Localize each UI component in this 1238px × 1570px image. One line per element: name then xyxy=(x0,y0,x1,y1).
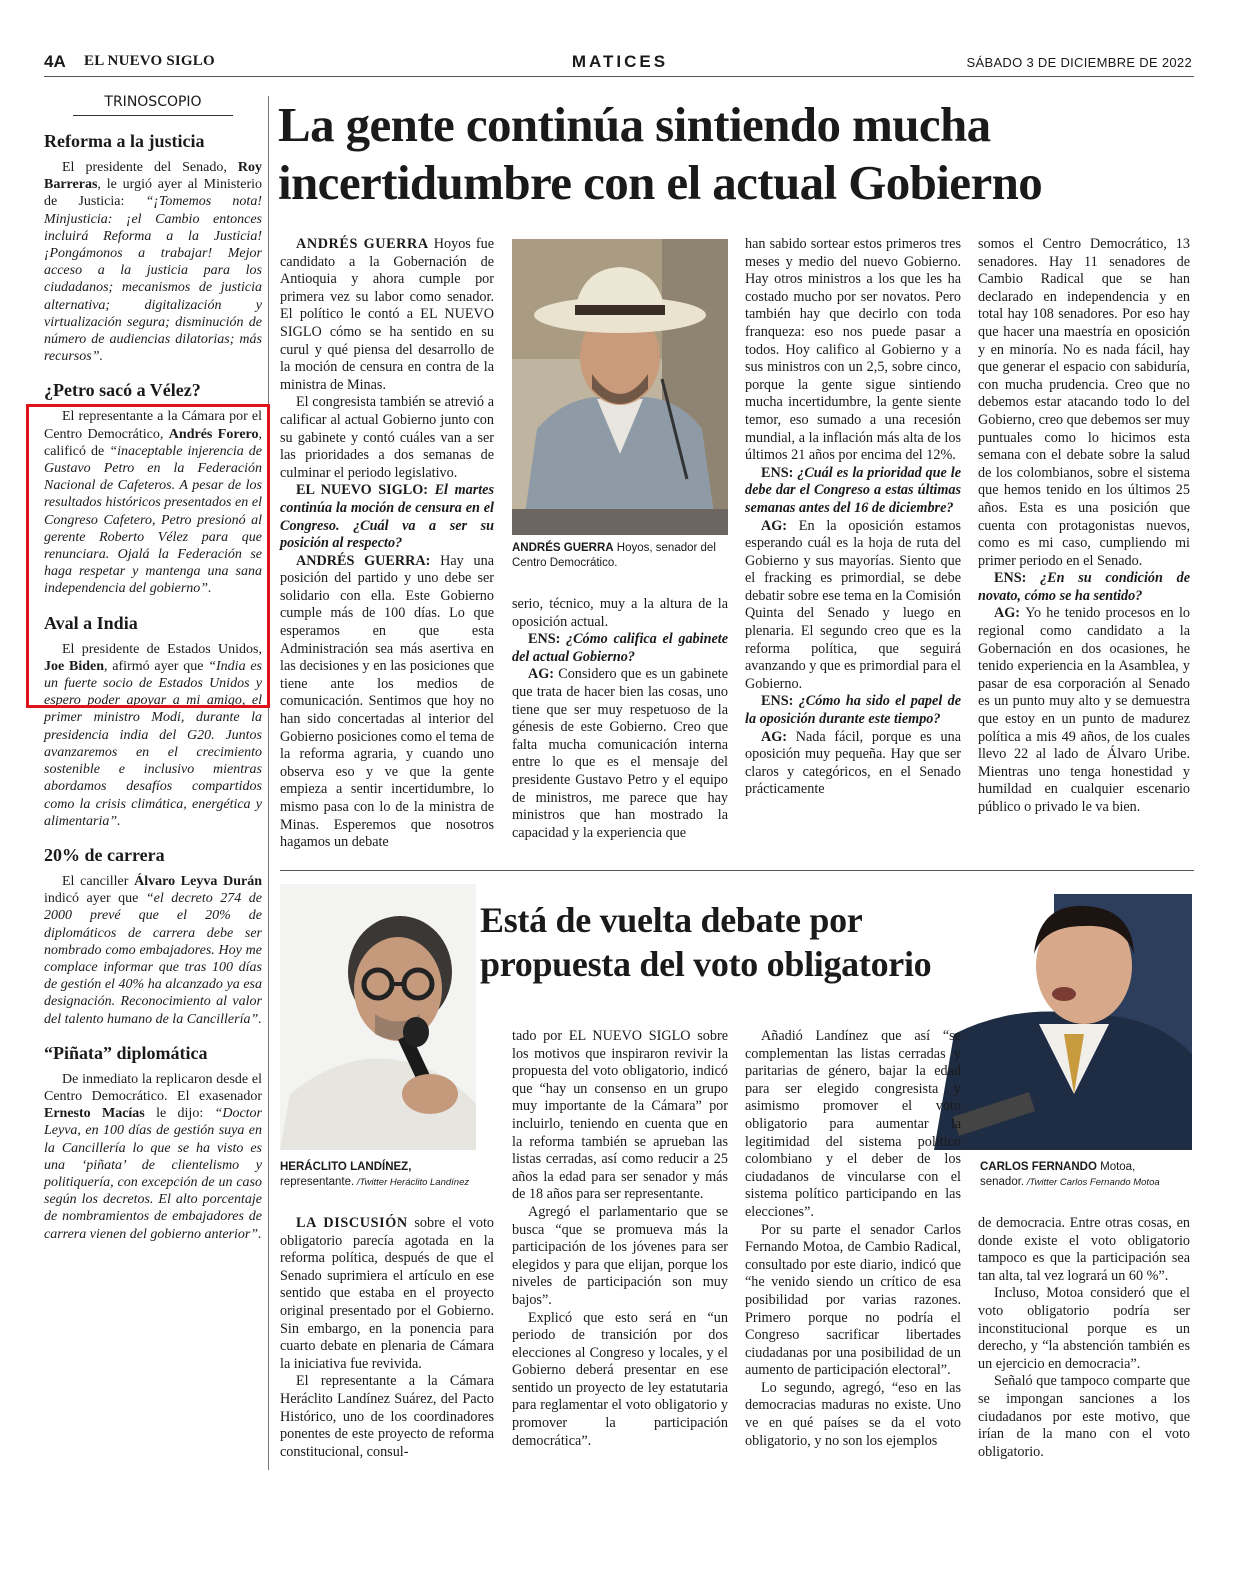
text-run: Incluso, Motoa consideró que el voto obligatorio podría ser inconstitucional porque es un derecho, y “la abstención también es un ejercicio en democracia”. xyxy=(978,1285,1190,1372)
text-run: , afirmó ayer que xyxy=(104,658,209,674)
text-run: Andrés Forero xyxy=(168,426,259,442)
caption-role: senador. xyxy=(980,1176,1025,1188)
paragraph xyxy=(978,1215,1190,1285)
text-run: serio, técnico, muy a la altura de la oposición actual. xyxy=(512,596,728,630)
text-run: LA DISCUSIÓN xyxy=(296,1215,408,1231)
photo-caption-landinez xyxy=(280,1160,500,1190)
paragraph xyxy=(745,236,961,465)
paragraph xyxy=(745,1028,961,1222)
caption-name: CARLOS FERNANDO xyxy=(980,1161,1097,1173)
text-run: “Doctor Leyva, en 100 días de gestión suya en la Cancillería lo que se ha visto es una ‘piñata’ de clientelismo y politiquería, con excepción de un caso según los decretos. El alto porcentaje de nombramientos de embajadores de carrera vienen del gobierno anterior”. xyxy=(44,1106,262,1242)
paragraph xyxy=(745,465,961,518)
paragraph xyxy=(978,605,1190,816)
text-run: El canciller xyxy=(62,873,135,889)
text-run: , le urgió ayer al Ministerio de Justicia: xyxy=(44,177,262,210)
issue-date: SÁBADO 3 DE DICIEMBRE DE 2022 xyxy=(966,55,1192,70)
text-run: Hay una posición del partido y uno debe ser solidario con ella. Este Gobierno cumple más de 100 días. Lo que esperamos en que esta Administración sea más asertiva en las decisiones y en las posiciones que tiene ante los medios de comunicación. Sentimos que hoy no han sido concertadas al interior del Gobierno posiciones como el tema de la reforma agraria, y cuando uno observa eso y ve que la gente empieza a sentir incertidumbre, lo mismo pasa con lo de la ministra de Minas. Esperemos que nosotros hagamos un debate xyxy=(280,552,495,851)
paragraph xyxy=(978,1373,1190,1461)
article2-column-2 xyxy=(512,1028,728,1450)
text-run: le dijo: xyxy=(144,1106,215,1122)
text-run: AG: xyxy=(761,517,799,534)
article1-column-1 xyxy=(280,236,494,852)
text-run: Señaló que tampoco comparte que se impongan sanciones a los ciudadanos por este motivo, que irían de la mano con el voto obligatorio. xyxy=(978,1373,1190,1460)
paragraph xyxy=(978,570,1190,605)
paragraph xyxy=(280,553,494,852)
text-run: El representante a la Cámara Heráclito Landínez Suárez, del Pacto Histórico, uno de los coordinadores ponentes de este proyecto de reforma constitucional, consul- xyxy=(280,1373,494,1460)
text-run: tado por EL NUEVO SIGLO sobre los motivos que inspiraron revivir la propuesta del voto obligatorio, indicó que “hay un consenso en un grupo muy importante de la Cámara” por incluirlo, teniendo en cuenta que en la reforma también se aprueban las listas cerradas, así como reducir a 25 años la edad para ser senador y más de 18 años para ser representante. xyxy=(512,1028,728,1203)
paragraph xyxy=(745,729,961,799)
paragraph xyxy=(512,631,728,666)
column-divider xyxy=(268,96,269,1470)
text-run: Lo segundo, agregó, “eso en las democracias maduras no existe. Uno ve en qué países se da el voto obligatorio, y no son los ejemplos xyxy=(745,1379,961,1449)
text-run: Roy Barreras xyxy=(44,160,262,193)
highlight-box xyxy=(26,404,270,708)
article1-column-2 xyxy=(512,596,728,842)
text-run: Por su parte el senador Carlos Fernando Motoa, de Cambio Radical, consultado por este diario, indicó que “he venido siendo un crítico de esa posibilidad por varias razones. Primero porque no podría el Congreso sacrificar libertades ciudadanas por una posibilidad de un aumento de participación electoral”. xyxy=(745,1221,961,1379)
text-run: Ernesto Macías xyxy=(44,1106,145,1122)
text-run: “India es un fuerte socio de Estados Unidos y espero poder apoyar a mi amigo, el primer ministro Modi, durante la presidencia india del G20. Juntos avanzaremos en el crecimiento sostenible e inclusivo mientras abordamos desafíos compartidos como la crisis climática, energética y alimentaria”. xyxy=(44,658,263,829)
paragraph xyxy=(745,1222,961,1380)
brief-body xyxy=(44,873,262,1028)
carlos-fernando-motoa-photo xyxy=(934,894,1192,1150)
article1-column-3 xyxy=(745,236,961,799)
article1-column-4 xyxy=(978,236,1190,817)
text-run: indicó ayer que xyxy=(44,891,146,907)
paragraph xyxy=(280,394,494,482)
text-run: Considero que es un gabinete que trata de hacer bien las cosas, uno tiene que ser muy respetuoso de la génesis de este Gobierno. Creo que falta mucha comunicación interna entre lo que es el mensaje del presidente Gustavo Petro y el equipo de ministros, me parece que hay ministros que han mostrado la capacidad y la experiencia que xyxy=(512,666,728,841)
text-run: ENS: xyxy=(528,631,566,648)
andres-guerra-photo xyxy=(512,239,728,535)
text-run: ¿Cuál es la prioridad que le debe dar el Congreso a estas últimas semanas antes del 16 de diciembre? xyxy=(745,464,961,516)
paragraph xyxy=(512,1204,728,1310)
text-run: “inaceptable injerencia de Gustavo Petro en la Federación Nacional de Cafeteros. A pesar de los resultados históricos presentados en el Congreso Cafetero, Petro presionó al gerente Roberto Vélez para que renunciara. Ojalá la Federación se haga respetar y mantenga una sana independencia del gobierno”. xyxy=(44,443,262,597)
paragraph xyxy=(745,1380,961,1450)
newspaper-name: EL NUEVO SIGLO xyxy=(84,53,215,69)
paragraph xyxy=(512,1310,728,1451)
paragraph xyxy=(512,666,728,842)
text-run: AG: xyxy=(528,666,559,683)
paragraph xyxy=(280,1373,494,1461)
text-run: ENS: xyxy=(761,464,798,481)
article2-column-3 xyxy=(745,1028,961,1450)
page-number: 4A xyxy=(44,52,66,71)
sidebar-title: TRINOSCOPIO xyxy=(73,88,233,116)
text-run: El representante a la Cámara por el Centro Democrático, xyxy=(44,409,262,442)
text-run: De inmediato la replicaron desde el Centro Democrático. El exasenador xyxy=(44,1071,262,1104)
text-run: EL NUEVO SIGLO: xyxy=(296,482,435,499)
text-run: AG: xyxy=(994,605,1026,622)
photo-caption-motoa xyxy=(980,1160,1192,1190)
text-run: “el decreto 274 de 2000 prevé que el 20% de diplomáticos de carrera debe ser nombrado como embajadores. Hoy me complace informar que tras 100 días de gestión el 40% ha alcanzado ya esa designación. Reconocimiento al valor del talento humano de la Cancillería”. xyxy=(44,891,262,1027)
caption-name: HERÁCLITO LANDÍNEZ, xyxy=(280,1161,412,1173)
text-run: Nada fácil, porque es una oposición muy pequeña. Hay que ser claros y categóricos, en el Senado prácticamente xyxy=(745,728,961,798)
text-run: de democracia. Entre otras cosas, en donde existe el voto obligatorio tampoco es que la participación sea tan alta, tal vez logrará un 60 %”. xyxy=(978,1215,1190,1284)
text-run: Joe Biden xyxy=(44,658,105,674)
caption-role: Hoyos, senador del Centro Democrático. xyxy=(512,542,716,569)
text-run: El congresista también se atrevió a calificar al actual Gobierno junto con su gabinete y contó cuáles van a ser las prioridades a dos semanas de culminar el periodo legislativo. xyxy=(280,394,494,481)
text-run: sobre el voto obligatorio parecía agotada en la reforma política, después de que el Senado suprimiera el artículo en ese sentido que estaba en el proyecto original presentado por el Gobierno. Sin embargo, en la ponencia para cuarto debate en plenaria de Cámara la iniciativa fue revivida. xyxy=(280,1215,495,1372)
text-run: El presidente de Estados Unidos, xyxy=(62,641,262,657)
text-run: ANDRÉS GUERRA xyxy=(296,236,429,252)
caption-surname: Motoa, xyxy=(1096,1161,1136,1173)
text-run: Álvaro Leyva Durán xyxy=(134,873,262,889)
caption-name: ANDRÉS GUERRA xyxy=(512,542,614,554)
paragraph xyxy=(978,1285,1190,1373)
paragraph xyxy=(280,482,494,552)
text-run: Agregó el parlamentario que se busca “que se promueva más la participación de los jóvenes para ser elegidos y para que elijan, porque los niveles de participación son muy bajos”. xyxy=(512,1203,728,1308)
brief-heading: Aval a India xyxy=(44,612,138,633)
text-run: ¿En su condición de novato, cómo se ha sentido? xyxy=(978,570,1190,604)
text-run: Añadió Landínez que así “se complementan las listas cerradas y paritarias de género, bajar la edad para ser elegido congresista y asimismo promover el voto obligatorio para aumentar la legitimidad del sistema político colombiano y el deber de los ciudadanos de vincularse con el sistema político participando en las elecciones”. xyxy=(745,1028,961,1220)
text-run: ¿Cómo califica el gabinete del actual Gobierno? xyxy=(512,631,729,665)
paragraph xyxy=(978,236,1190,570)
text-run: ENS: xyxy=(994,570,1041,587)
brief-heading: 20% de carrera xyxy=(44,844,165,865)
caption-role: representante. xyxy=(280,1176,355,1188)
text-run: En la oposición estamos esperando cuál es la hoja de ruta del Gobierno y sus mayorías. Siento que el fracking es primordial, se debe debatir sobre ese tema en la Comisión Quinta del Senado y luego en plenaria. El segundo creo que es la reforma política, que seguirá avanzando y que es primordial para el Gobierno. xyxy=(745,517,961,692)
header-rule xyxy=(44,76,1194,77)
article2-column-4 xyxy=(978,1215,1190,1461)
text-run: Explicó que esto será en “un periodo de transición por dos elecciones al Congreso y locales, y el Gobierno deberá presentar en ese sentido un proyecto de ley estatutaria para reglamentar el voto obligatorio y promover la participación democrática”. xyxy=(512,1309,728,1449)
article2-column-1 xyxy=(280,1215,494,1461)
brief-heading: Reforma a la justicia xyxy=(44,131,205,151)
paragraph xyxy=(512,1028,728,1204)
paragraph xyxy=(745,518,961,694)
brief-heading: ¿Petro sacó a Vélez? xyxy=(44,380,201,401)
text-run: AG: xyxy=(761,728,796,745)
caption-credit: /Twitter Heráclito Landínez xyxy=(354,1177,470,1188)
text-run: Hoyos fue candidato a la Gobernación de Antioquia y ahora cumple por primera vez su labor como senador. El político le contó a EL NUEVO SIGLO cómo se ha sentido en su curul y qué piensa del desarrollo de la moción de censura en contra de la ministra de Minas. xyxy=(280,236,494,393)
photo-caption-guerra xyxy=(512,541,732,571)
article-divider xyxy=(280,870,1194,871)
paragraph xyxy=(280,236,494,394)
caption-credit: /Twitter Carlos Fernando Motoa xyxy=(1024,1177,1160,1188)
text-run: El presidente del Senado, xyxy=(62,160,238,175)
second-headline: Está de vuelta debate por propuesta del voto obligatorio xyxy=(480,900,932,984)
text-run: somos el Centro Democrático, 13 senadores. Hay 11 senadores de Cambio Radical que se han declarado en independencia y en total hay 108 senadores. Por eso hay que hacer una maestría en oposición y en minoría. No es nada fácil, hay que generar el espacio con sabiduría, con mucha prudencia. Creo que no debemos estar atacando todo lo del Gobierno, creo que debemos ser muy puntuales como lo hicimos esta semana con el debate sobre la salud de los colombianos, sobre el sistema que hemos tenido en los últimos 25 años. Esta es una posición que cuenta con protagonistas nuevos, como es mi caso, cumpliendo mi primer periodo en el Senado. xyxy=(978,236,1190,569)
brief-body xyxy=(44,159,262,365)
paragraph xyxy=(745,693,961,728)
main-headline: La gente continúa sintiendo mucha incertidumbre con el actual Gobierno xyxy=(278,97,1043,210)
text-run: han sabido sortear estos primeros tres meses y medio del nuevo Gobierno. Hay otros ministros a los que les ha costado mucho por ser novatos. Pero también hay que decirlo con toda franqueza: eso nos puede pasar a todos. Hoy califico al Gobierno y a sus ministros con un 2,5, sobre cinco, porque la gente sigue sintiendo mucha incertidumbre, la gente siente temor, eso sumado a una recesión mundial, a la inflación más alta de los últimos 21 años por encima del 12%. xyxy=(745,236,961,464)
text-run: El martes continúa la moción de censura en el Congreso. ¿Cuál va a ser su posición al respecto? xyxy=(280,482,494,552)
paragraph xyxy=(280,1215,494,1373)
paragraph xyxy=(512,596,728,631)
text-run: ANDRÉS GUERRA: xyxy=(296,552,441,569)
brief-heading: “Piñata” diplomática xyxy=(44,1042,208,1063)
text-run: , calificó de xyxy=(44,426,262,459)
heraclito-landinez-photo xyxy=(280,884,476,1150)
text-run: ENS: xyxy=(761,693,799,710)
text-run: Yo he tenido procesos en lo regional como candidato a la Gobernación en dos ocasiones, he tenido experiencia en la Asamblea, y pasar de esa corporación al Senado es un punto muy alto y se demuestra que estoy en un punto de madurez política a mis 49 años, de los cuales llevo 22 al lado de Álvaro Uribe. Mientras uno tenga honestidad y humildad en cualquier escenario público o privado le va bien. xyxy=(978,605,1190,815)
section-name: MATICES xyxy=(571,52,669,71)
text-run: ¿Cómo ha sido el papel de la oposición durante este tiempo? xyxy=(745,693,961,728)
brief-body xyxy=(44,1071,262,1243)
text-run: “¡Tomemos nota! Minjusticia: ¡el Cambio entonces incluirá Reforma a la Justicia! ¡Pongámonos a trabajar! Mejor acceso a la justicia para los ciudadanos; mecanismos de justicia alternativa; digitalización y virtualización segura; disminución de número de audiencias dilatorias; más recursos”. xyxy=(44,194,262,365)
